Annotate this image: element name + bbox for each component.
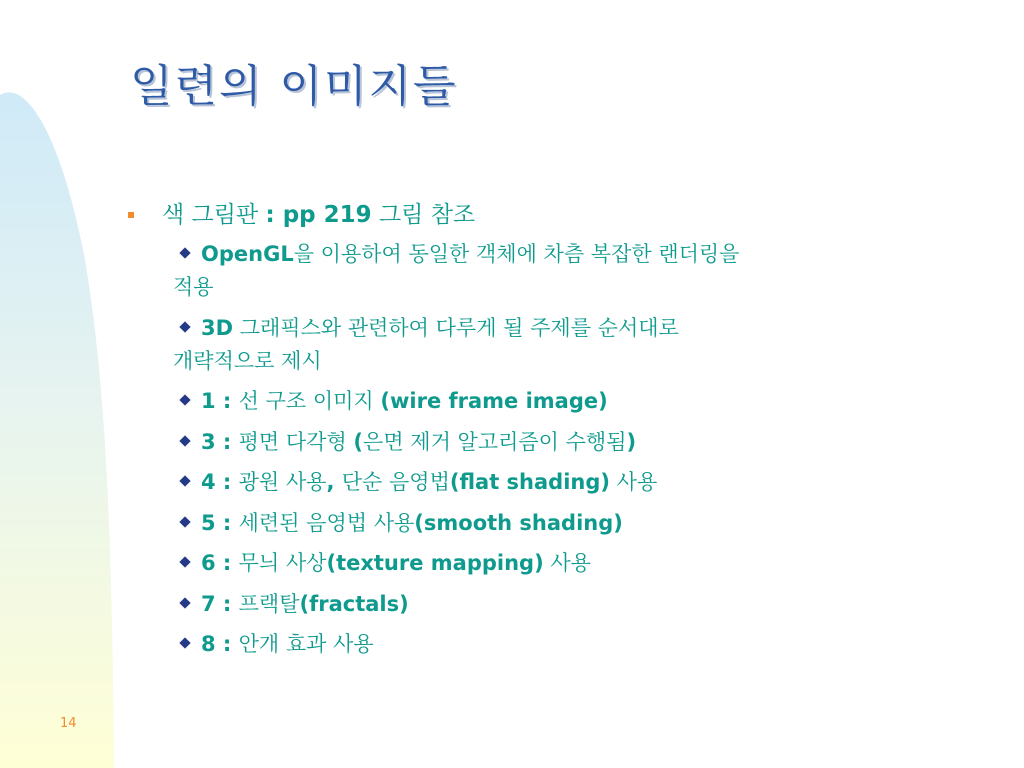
sub-bullet-line: [201, 547, 591, 580]
sub-bullet-item: [178, 426, 739, 459]
text-segment: 단순 음영법: [341, 470, 450, 494]
sub-bullet-text: [201, 547, 591, 580]
text-segment: 세련된 음영법 사용: [238, 510, 415, 535]
text-segment: 3D: [201, 315, 234, 340]
sub-bullet-line: [201, 507, 623, 540]
text-segment: 안개 효과 사용: [238, 632, 374, 656]
text-segment: (smooth shading): [414, 510, 623, 535]
main-bullet-text: [162, 196, 475, 229]
text-segment: (wire frame image): [380, 389, 608, 413]
text-segment: 3 :: [201, 429, 239, 454]
sub-bullet-line: [173, 271, 739, 304]
diamond-bullet-icon: [179, 556, 190, 567]
sub-bullet-item: [178, 385, 739, 418]
text-segment: (: [353, 429, 364, 454]
sub-bullet-line: [201, 466, 657, 499]
sub-bullet-item: [178, 507, 739, 540]
sub-bullet-list: [173, 238, 740, 669]
diamond-bullet-icon: [179, 435, 190, 446]
text-segment: (flat shading): [449, 470, 610, 494]
main-bullet-prefix: 색 그림판: [162, 202, 266, 228]
square-bullet-icon: [128, 212, 134, 218]
sub-bullet-line: [201, 628, 374, 661]
diamond-bullet-icon: [179, 637, 190, 648]
text-segment: 5 :: [201, 510, 239, 535]
text-segment: 무늬 사상: [238, 551, 327, 575]
text-segment: 적용: [173, 275, 214, 299]
sub-bullet-text: [201, 588, 409, 621]
diamond-bullet-icon: [179, 321, 190, 332]
diamond-bullet-icon: [179, 394, 190, 405]
slide-side-decoration: [0, 0, 130, 768]
sub-bullet-item: [173, 312, 739, 378]
text-segment: 6 :: [201, 551, 239, 575]
diamond-bullet-icon: [179, 516, 190, 527]
text-segment: OpenGL: [201, 242, 294, 266]
text-segment: 선 구조 이미지: [238, 389, 381, 413]
text-segment: 광원 사용: [238, 470, 327, 494]
text-segment: 사용: [543, 551, 591, 575]
sub-bullet-text: [173, 312, 679, 378]
sub-bullet-line: [201, 385, 608, 418]
text-segment: 4 :: [201, 470, 239, 494]
side-gradient-shape: [0, 92, 114, 768]
sub-bullet-item: [178, 547, 739, 580]
main-bullet: [128, 196, 475, 229]
sub-bullet-item: [178, 466, 739, 499]
diamond-bullet-icon: [179, 597, 190, 608]
main-bullet-suffix: 그림 참조: [371, 202, 476, 228]
text-segment: 7 :: [201, 591, 239, 616]
sub-bullet-item: [178, 588, 739, 621]
diamond-bullet-icon: [179, 475, 190, 486]
text-segment: 1 :: [201, 389, 239, 413]
sub-bullet-line: [201, 312, 679, 345]
page-number: 14: [60, 716, 77, 731]
text-segment: 개략적으로 제시: [173, 348, 322, 373]
text-segment: 을 이용하여 동일한 객체에 차츰 복잡한 랜더링을: [293, 242, 740, 266]
sub-bullet-text: [201, 628, 374, 661]
text-segment: 평면 다각형: [238, 429, 354, 454]
text-segment: 은면 제거 알고리즘이 수행됨: [363, 429, 627, 454]
sub-bullet-item: [173, 238, 740, 304]
sub-bullet-line: [201, 238, 739, 271]
sub-bullet-item: [178, 628, 739, 661]
sub-bullet-text: [201, 466, 657, 499]
text-segment: ): [626, 429, 637, 454]
sub-bullet-line: [201, 588, 409, 621]
text-segment: 그래픽스와 관련하여 다루게 될 주제를 순서대로: [233, 315, 679, 340]
text-segment: (fractals): [299, 591, 409, 616]
sub-bullet-text: [201, 385, 608, 418]
sub-bullet-line: [201, 426, 636, 459]
text-segment: ,: [326, 470, 342, 494]
text-segment: 프랙탈: [238, 591, 300, 616]
slide-title: 일련의 이미지들: [130, 61, 458, 112]
sub-bullet-text: [201, 507, 623, 540]
sub-bullet-line: [173, 345, 679, 378]
sub-bullet-text: [201, 426, 636, 459]
sub-bullet-text: [173, 238, 740, 304]
diamond-bullet-icon: [179, 247, 190, 258]
text-segment: 8 :: [201, 632, 239, 656]
text-segment: (texture mapping): [326, 551, 544, 575]
text-segment: 사용: [610, 470, 658, 494]
main-bullet-bold: : pp 219: [265, 202, 372, 228]
